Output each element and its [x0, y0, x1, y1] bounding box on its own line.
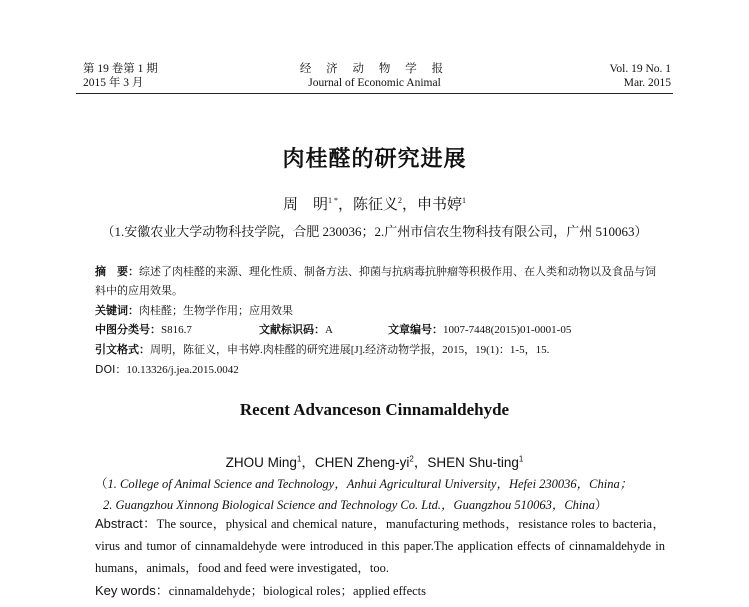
abstract-cn — [95, 262, 665, 301]
header-journal-en: Journal of Economic Animal — [308, 77, 441, 89]
author-cn-2: 陈征义 — [352, 197, 398, 213]
citation-text: 周明，陈征义，申书婷.肉桂醛的研究进展[J].经济动物学报，2015，19(1)：1-5，15. — [150, 344, 550, 356]
keywords-en-text: cinnamaldehyde；biological roles；applied effects — [168, 584, 427, 598]
doi-row — [95, 361, 239, 377]
abstract-cn-text: 综述了肉桂醛的来源、理化性质、制备方法、抑菌与抗病毒抗肿瘤等积极作用、在人类和动物以及食品与饲料中的应用效果。 — [95, 266, 656, 297]
keywords-cn — [95, 302, 293, 318]
affiliation-en-1: （1. College of Animal Science and Technology，Anhui Agricultural University，Hefei 230036，China； — [95, 477, 633, 491]
paper-title-en: Recent Advanceson Cinnamaldehyde — [239, 400, 510, 419]
authors-cn: 周 明$^{1 *}$，陈征义$^2$，申书婷$^1$ — [282, 196, 467, 213]
header-divider — [76, 93, 673, 94]
keywords-en — [95, 580, 426, 599]
clc-label: 中图分类号： — [95, 323, 161, 336]
author-cn-1-sup: 1 * — [327, 196, 338, 205]
keywords-en-label: Key words： — [95, 583, 169, 598]
header-vol-no: Vol. 19 No. 1 — [609, 63, 671, 75]
paper-title-cn: 肉桂醛的研究进展 — [282, 147, 467, 172]
doc-code-label: 文献标识码： — [259, 323, 325, 336]
author-cn-3-sup: 1 — [462, 196, 467, 205]
doi-value[interactable]: 10.13326/j.jea.2015.0042 — [126, 364, 239, 376]
doc-code — [259, 321, 333, 337]
article-no-value: 1007-7448(2015)01-0001-05 — [443, 324, 572, 336]
affiliation-en-2-text: 2. Guangzhou Xinnong Biological Science and Technology Co. Ltd.，Guangzhou 510063，China — [103, 498, 595, 512]
header-date-cn: 2015 年 3 月 — [83, 77, 144, 89]
article-no-label: 文章编号： — [388, 323, 443, 336]
abstract-en — [95, 513, 665, 579]
author-en-1-sup: 1 — [296, 454, 302, 464]
citation-row — [95, 341, 675, 357]
author-en-3: SHEN Shu-ting — [427, 455, 519, 470]
abstract-en-label: Abstract： — [95, 516, 157, 531]
doi-label: DOI： — [95, 363, 127, 376]
author-en-2: CHEN Zheng-yi — [314, 455, 410, 470]
header-volume-en — [610, 62, 671, 90]
author-en-3-sup: 1 — [518, 454, 524, 464]
affiliation-en-2: 2. Guangzhou Xinnong Biological Science and Technology Co. Ltd.，Guangzhou 510063，China） — [103, 498, 608, 512]
author-cn-3: 申书婷 — [417, 197, 463, 213]
classification-row — [95, 321, 675, 337]
keywords-cn-label: 关键词： — [95, 304, 139, 317]
abstract-en-text: The source，physical and chemical nature，manufacturing methods，resistance roles to bacteria，virus and tumor of cinnamaldehyde were introduced in this paper.The application effects of cinnamaldehyde in humans，animals，food and feed were investigated，too. — [95, 517, 665, 575]
clc-value: S816.7 — [161, 324, 192, 336]
affiliation-cn: （1.安徽农业大学动物科技学院，合肥 230036；2.广州市信农生物科技有限公司，广州 510063） — [101, 224, 648, 239]
keywords-cn-text: 肉桂醛；生物学作用；应用效果 — [139, 305, 293, 317]
affiliation-en-1-text: 1. College of Animal Science and Technology，Anhui Agricultural University，Hefei 230036，China； — [107, 477, 633, 491]
header-volume: 第 19 卷第 1 期 — [83, 63, 158, 75]
authors-en: ZHOU Ming$^1$，CHEN Zheng-$yi^2$，SHEN Shu-ting$^1$ — [225, 454, 524, 470]
header-journal-cn: 经 济 动 物 学 报 — [299, 63, 450, 75]
author-cn-2-sup: 2 — [398, 196, 402, 205]
abstract-cn-label: 摘 要： — [95, 265, 139, 278]
citation-label: 引文格式： — [95, 343, 150, 356]
article-no — [388, 321, 571, 337]
author-en-1: ZHOU Ming — [225, 455, 297, 470]
author-cn-1: 周 明 — [282, 197, 328, 213]
author-en-2-sup: 2 — [409, 454, 414, 464]
doc-code-value: A — [325, 324, 333, 336]
header-date-en: Mar. 2015 — [623, 77, 671, 89]
